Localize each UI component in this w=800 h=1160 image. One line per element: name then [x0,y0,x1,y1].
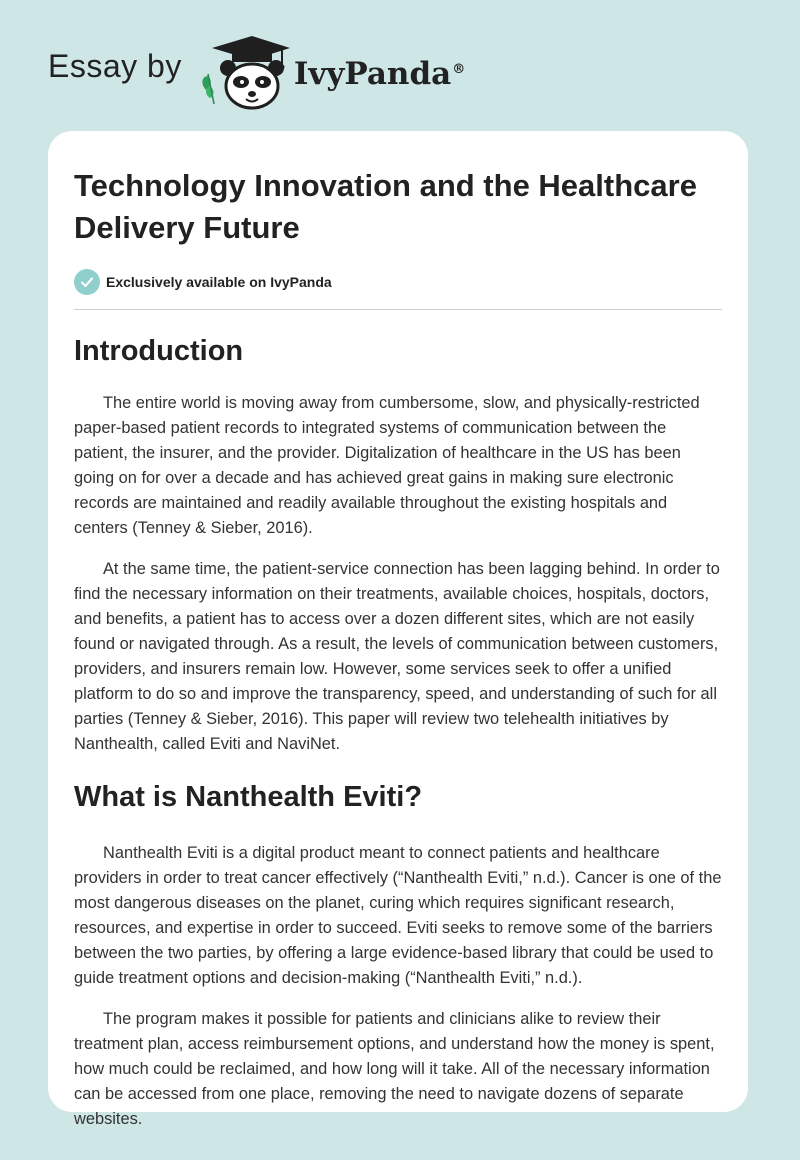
registered-mark: ® [452,61,466,77]
panda-graduate-logo-icon [196,34,292,110]
essay-card [48,131,748,1128]
exclusive-badge [74,269,722,295]
divider [74,309,722,310]
exclusive-label: Exclusively available on IvyPanda [106,274,332,290]
check-circle-icon [74,269,100,295]
brand-name-text: IvyPanda [293,56,452,92]
section-heading-eviti: What is Nanthealth Eviti? [74,781,423,813]
paragraph: Nanthealth Eviti is a digital product meant to connect patients and healthcare providers in order to treat cancer effectively (“Nanthealth Eviti,” n.d.). Cancer is one of the most dangerous diseases on the planet, curing which requires significant research, resources, and expertise in order to succeed. Eviti seeks to remove some of the barriers between the two parties, by offering a large evidence-based library that could be used to guide treatment options and decision-making (“Nanthealth Eviti,” n.d.). [74,844,722,987]
brand-header[interactable] [48,34,465,110]
brand-name [294,56,465,92]
section-heading-introduction: Introduction [74,335,244,367]
brand-prefix: Essay by [48,47,182,84]
paragraph: The program makes it possible for patients and clinicians alike to review their treatment plan, access reimbursement options, and understand how the money is spent, how much could be reclaimed, and how long will it take. All of the necessary information can be accessed from one place, removing the need to navigate dozens of separate websites. [74,1010,715,1128]
paragraph: The entire world is moving away from cumbersome, slow, and physically-restricted paper-based patient records to integrated systems of communication between the patient, the insurer, and the provider. Digitalization of healthcare in the US has been going on for over a decade and has achieved great gains in making sure electronic records are maintained and readily available throughout the existing hospitals and centers (Tenney & Sieber, 2016). [74,394,700,537]
paragraph: At the same time, the patient-service connection has been lagging behind. In order to find the necessary information on their treatments, available choices, hospitals, doctors, and benefits, a patient has to access over a dozen different sites, which are not easily found or navigated through. As a result, the levels of communication between customers, providers, and insurers remain low. However, some services seek to offer a unified platform to do so and improve the transparency, speed, and understanding of such for all parties (Tenney & Sieber, 2016). This paper will review two telehealth initiatives by Nanthealth, called Eviti and NaviNet. [74,560,720,753]
essay-title: Technology Innovation and the Healthcare Delivery Future [74,168,697,245]
